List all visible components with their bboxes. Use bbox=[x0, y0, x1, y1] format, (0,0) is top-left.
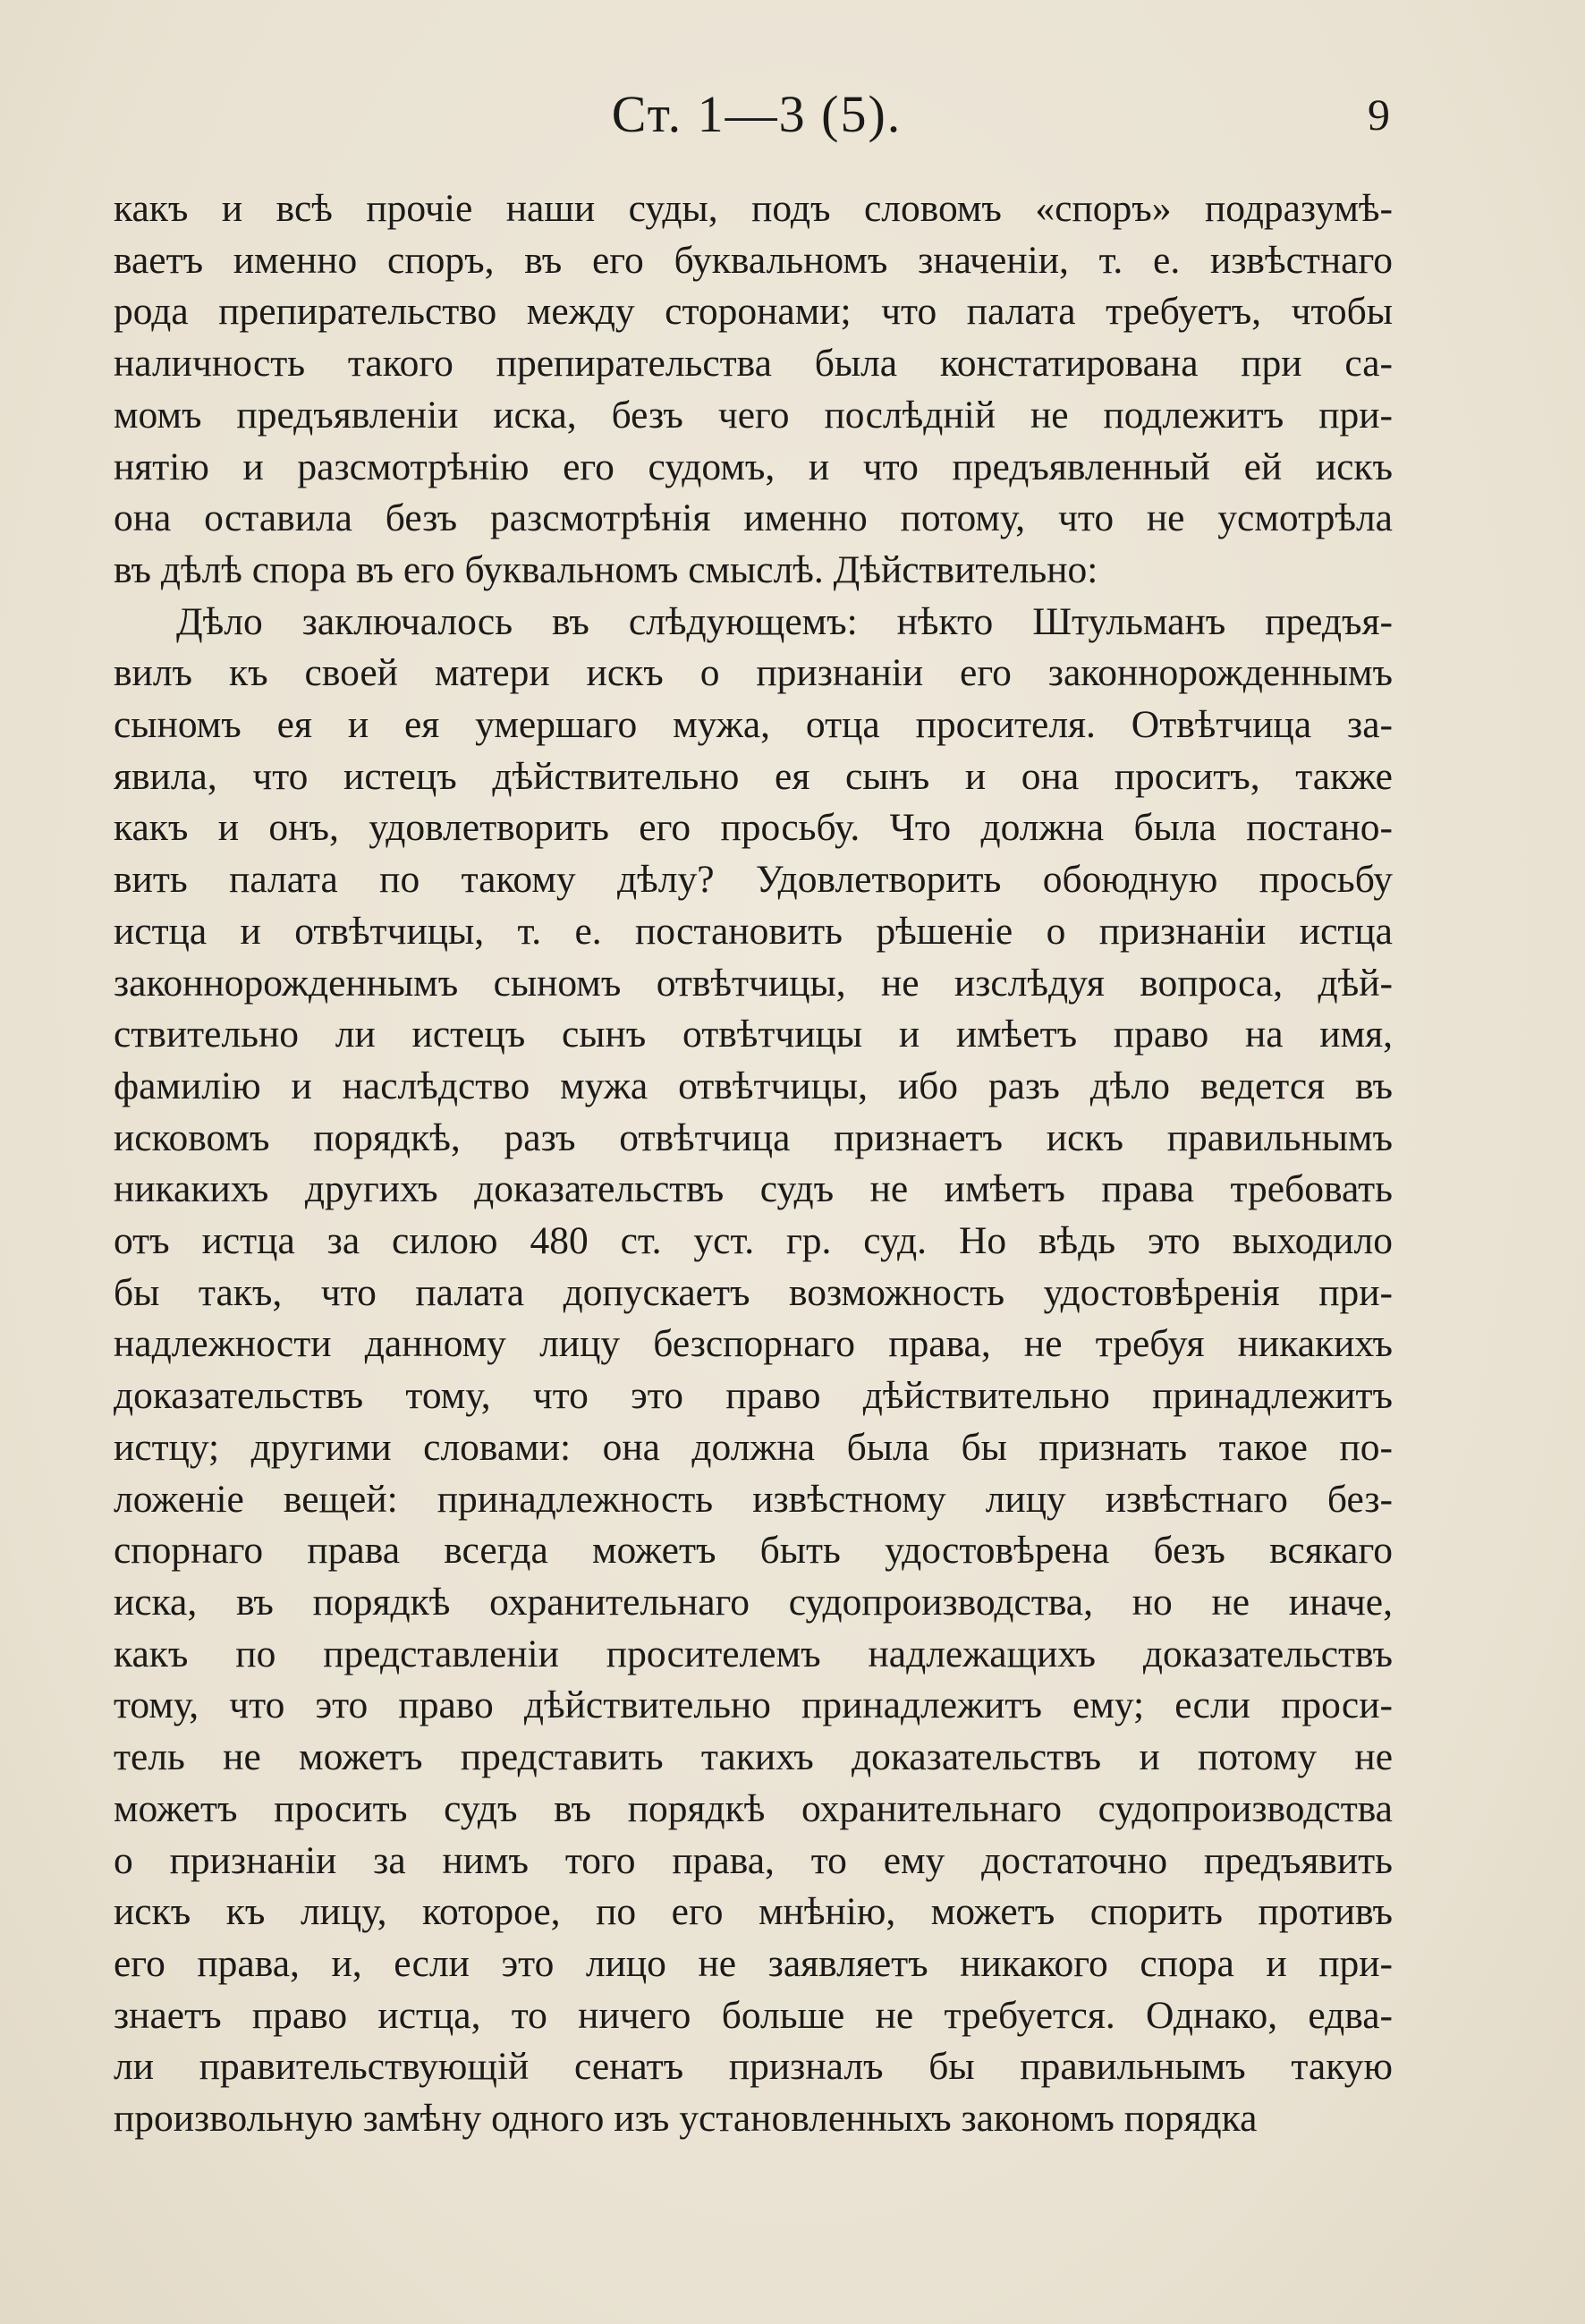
text-line: отъ истца за силою 480 ст. уст. гр. суд. Но вѣдь это выходило bbox=[114, 1219, 1393, 1263]
text-line: явила, что истецъ дѣйствительно ея сынъ и она проситъ, также bbox=[114, 754, 1393, 798]
page-number: 9 bbox=[1368, 89, 1390, 140]
text-line: истцу; другими словами: она должна была бы признать такое по- bbox=[114, 1425, 1393, 1469]
text-line: о признаніи за нимъ того права, то ему достаточно предъявить bbox=[114, 1838, 1393, 1882]
text-line: истца и отвѣтчицы, т. е. постановить рѣшеніе о признаніи истца bbox=[114, 909, 1393, 953]
running-title: Ст. 1—3 (5). bbox=[611, 85, 903, 143]
text-line: доказательствъ тому, что это право дѣйствительно принадлежитъ bbox=[114, 1374, 1393, 1418]
text-line: сыномъ ея и ея умершаго мужа, отца просителя. Отвѣтчица за- bbox=[114, 703, 1393, 747]
text-line: бы такъ, что палата допускаетъ возможность удостовѣренія при- bbox=[114, 1270, 1393, 1314]
text-line: исковомъ порядкѣ, разъ отвѣтчица признаетъ искъ правильнымъ bbox=[114, 1115, 1393, 1159]
text-line: фамилію и наслѣдство мужа отвѣтчицы, ибо разъ дѣло ведется въ bbox=[114, 1064, 1393, 1107]
page-header bbox=[0, 79, 1585, 150]
text-line: она оставила безъ разсмотрѣнія именно потому, что не усмотрѣла bbox=[114, 496, 1393, 540]
text-line: нятію и разсмотрѣнію его судомъ, и что предъявленный ей искъ bbox=[114, 445, 1393, 488]
text-line: тому, что это право дѣйствительно принадлежитъ ему; если проси- bbox=[114, 1684, 1393, 1727]
body-text bbox=[114, 183, 1393, 2145]
text-line: надлежности данному лицу безспорнаго права, не требуя никакихъ bbox=[114, 1322, 1393, 1366]
text-line: рода препирательство между сторонами; что палата требуетъ, чтобы bbox=[114, 290, 1393, 334]
text-line: знаетъ право истца, то ничего больше не требуется. Однако, едва- bbox=[114, 1993, 1393, 2037]
text-line: можетъ просить судъ въ порядкѣ охранительнаго судопроизводства bbox=[114, 1786, 1393, 1830]
paragraph bbox=[114, 183, 1393, 597]
text-line: спорнаго права всегда можетъ быть удостовѣрена безъ всякаго bbox=[114, 1529, 1393, 1573]
text-line: иска, въ порядкѣ охранительнаго судопроизводства, но не иначе, bbox=[114, 1580, 1393, 1624]
text-line: какъ и всѣ прочіе наши суды, подъ словомъ «споръ» подразумѣ- bbox=[114, 187, 1393, 230]
text-line: ложеніе вещей: принадлежность извѣстному лицу извѣстнаго без- bbox=[114, 1477, 1393, 1521]
text-line: произвольную замѣну одного изъ установленныхъ закономъ порядка bbox=[114, 2097, 1258, 2141]
text-line: ствительно ли истецъ сынъ отвѣтчицы и имѣетъ право на имя, bbox=[114, 1013, 1393, 1056]
paragraph bbox=[114, 597, 1393, 2145]
text-line: никакихъ другихъ доказательствъ судъ не имѣетъ права требовать bbox=[114, 1167, 1393, 1211]
text-line: въ дѣлѣ спора въ его буквальномъ смыслѣ. Дѣйствительно: bbox=[114, 547, 1098, 591]
text-line: искъ къ лицу, которое, по его мнѣнію, можетъ спорить противъ bbox=[114, 1890, 1393, 1934]
text-line: ли правительствующій сенатъ призналъ бы правильнымъ такую bbox=[114, 2045, 1393, 2089]
text-line: какъ по представленіи просителемъ надлежащихъ доказательствъ bbox=[114, 1632, 1393, 1675]
text-line: ваетъ именно споръ, въ его буквальномъ значеніи, т. е. извѣстнаго bbox=[114, 238, 1393, 282]
text-line: наличность такого препирательства была констатирована при са- bbox=[114, 342, 1393, 386]
text-line: законнорожденнымъ сыномъ отвѣтчицы, не изслѣдуя вопроса, дѣй- bbox=[114, 961, 1393, 1005]
text-line: вилъ къ своей матери искъ о признаніи его законнорожденнымъ bbox=[114, 651, 1393, 695]
text-line: Дѣло заключалось въ слѣдующемъ: нѣкто Штульманъ предъя- bbox=[176, 599, 1393, 643]
text-line: момъ предъявленіи иска, безъ чего послѣдній не подлежитъ при- bbox=[114, 393, 1393, 437]
text-line: какъ и онъ, удовлетворить его просьбу. Что должна была постано- bbox=[114, 806, 1393, 850]
text-line: вить палата по такому дѣлу? Удовлетворить обоюдную просьбу bbox=[114, 858, 1393, 902]
text-line: его права, и, если это лицо не заявляетъ никакого спора и при- bbox=[114, 1941, 1393, 1985]
text-line: тель не можетъ представить такихъ доказательствъ и потому не bbox=[114, 1735, 1393, 1779]
